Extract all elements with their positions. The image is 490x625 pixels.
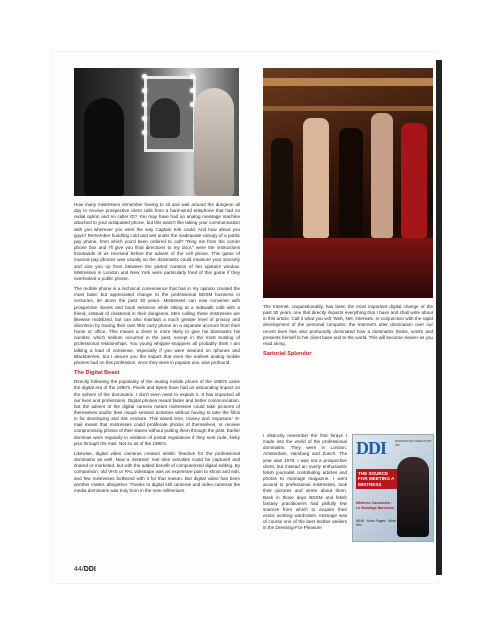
bulb [142, 130, 147, 135]
figure [271, 138, 293, 238]
folio-brand: DDI [83, 566, 96, 573]
article-column-right [263, 304, 433, 360]
floor [263, 238, 433, 298]
bulb [190, 74, 195, 79]
magazine-page [52, 52, 438, 583]
paragraph: How many mistresses remember having to sit and wait around the dungeon all day to receive prospective client calls from a hard-wired telephone that had no redial option and no caller ID? You may have had an analog message machine attached to your antiquated phone, but this wasn't like taking your communication with you wherever you went the way Captain Kirk could. And how about you guys? Remember huddling cold and wet under the inadequate canopy of a public pay phone, from which you'd been ordered to call? "Ring me from the corner phone box and I'll give you final directions to my door," were the instructions thousands of us received before the advent of the cell phone. This game of musical pay phones was usually so the dominatrix could measure your sincerity and size you up from between the parted curtains of her upstairs window. Mistresses in London and New York were particularly fond of this game if they overlooked a public phone. [74, 202, 240, 281]
cover-subline: Mistress Cassandra · Le Bondage Baroness [356, 501, 394, 510]
bulb [142, 88, 147, 93]
ceiling-beam [263, 78, 433, 86]
figure-light [194, 88, 234, 196]
masthead: DDI [356, 438, 387, 458]
cover-model [397, 457, 429, 537]
cover-subline: NEW · More Pages · More Sex [356, 519, 396, 528]
magazine-cover [352, 434, 434, 542]
bulb [142, 74, 147, 79]
paragraph: I distinctly remember the first forays I made into the world of the professional dominatrix. They were in London, Amsterdam, Hamburg and Zurich. The year was 1978. I was not a prospective client, but instead an overly enthusiastic fetish journalist contributing articles and photos to Atomage magazine. I went around to professional mistresses, took their pictures and wrote about them. Back in those days BDSM and fetish fantasy practitioners had pitifully few sources from which to acquire their exotic working wardrobes. Atomage was of course one of the best leather ateliers in the Dressing-For-Pleasure [263, 433, 347, 531]
paragraph: The mobile phone is a technical convenience that has in my opinion created the most basic but appreciated change to the professional BDSM business in centuries, let alone the past 30 years. Mistresses can now converse with prospective slaves and book sessions while sitting at a sidewalk café with a friend, instead of cloistered in their dungeons. Men calling these mistresses are likewise mobilized, but can also maintain a much greater level of privacy and discretion by having their own little carry phone on a separate account from their home or office. This means a client is more likely to give his dominatrix his number, which seldom occurred in the past, except in the most trusting of professional relationships. You young whipper-snappers all probably think I am talking a load of nonsense, especially if you were weaned on Iphones and Blackberries, but I assure you the impact that even the earliest analog mobile phones had on this profession, once they were in popular use, was profound. [74, 286, 240, 365]
bulb [142, 102, 147, 107]
figure [401, 123, 427, 238]
figure [371, 113, 393, 238]
cover-tagline: DOMINATRIX DIRECTORY INT. [395, 439, 432, 447]
article-column-left [74, 202, 240, 498]
paragraph: The Internet, unquestionably, has been the most important digital change of the past 30 years, one that directly impacts everything that I have and shall write about in this article. Call it what you will: Web, Net, Interweb. In conjunction with the rapid development of the personal computer, the Internet's utter domination over our recent lives has also profoundly dominated how a dominatrix thinks, works and presents herself to her client base and to the world. This will become clearer as you read along. [263, 304, 433, 346]
dungeon-photo [263, 68, 433, 298]
bulb [142, 116, 147, 121]
bulb [190, 88, 195, 93]
cover-banner: THE SOURCE FOR MEETING A MISTRESS [356, 469, 398, 489]
section-heading: The Digital Beast [74, 370, 120, 377]
paragraph: Directly following the popularity of the analog mobile phone of the 1980's came the digital era of the 1990's. Pixels and Bytes have had an astounding impact on the sphere of the dominatrix. I don't even need to explain it. It has impacted all our lives and professions. Digital phones meant faster and better communication, but the advent of the digital camera meant mistresses could take pictures of themselves and/or their risqué session activities without having to take the films in for developing and risk censure. This saved time, money and 'exposure.' E-mail meant that mistresses could proliferate photos of themselves, or receive compromising photos of their slaves without putting them through the post. Earlier dominas were regularly in violation of postal regulations if they sent rude, kinky pics through the mail. Not so as of the 1990's. [74, 379, 240, 446]
page-folio [74, 566, 96, 573]
page-number: 44/ [74, 566, 84, 573]
figure-reflection [150, 98, 180, 138]
paragraph: Likewise, digital video cameras created artistic freedom for the professional dominatrix as well. Now a mistress' real time activities could be captured and shared or marketed, but with the added benefit of computerized digital editing. By comparison, old VHS or PAL videotape was an expensive pain to shoot and edit, and few mistresses bothered with it for that reason. But digital video has been another matter, altogether. Thanks to digital still cameras and video cameras the media dominatrix was truly born in the new millennium. [74, 450, 240, 493]
article-column-right-lower [263, 433, 347, 536]
dressing-room-photo [74, 68, 239, 196]
figure [303, 118, 329, 238]
ceiling-beam [263, 106, 433, 111]
figure [339, 128, 363, 238]
figure-dark [84, 98, 124, 196]
section-heading: Sartorial Splendor [263, 351, 312, 358]
page-edge [436, 60, 442, 575]
